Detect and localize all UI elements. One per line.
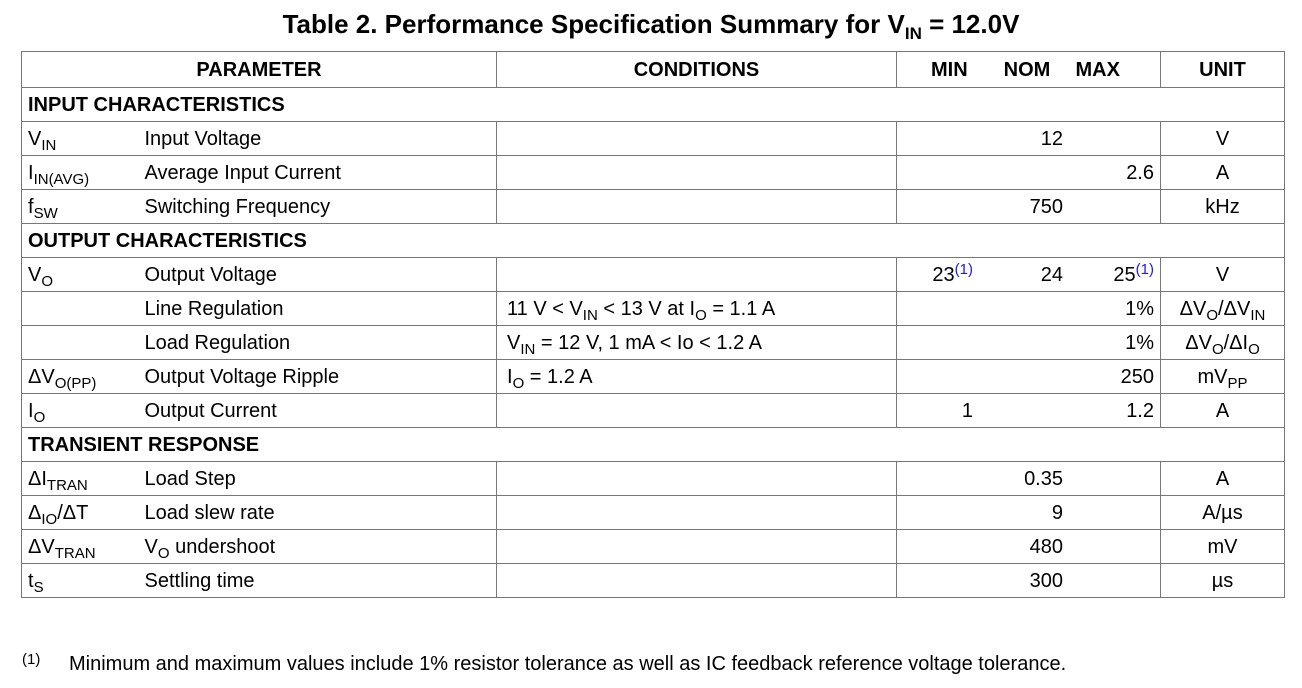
unit-cell: $\Delta V_O/\Delta I_O$ bbox=[1161, 326, 1285, 360]
unit-cell: A bbox=[1161, 156, 1285, 190]
symbol-cell: $f_{SW}$ bbox=[22, 190, 145, 224]
table-row bbox=[22, 360, 1285, 394]
symbol-cell: $\Delta V_{TRAN}$ bbox=[22, 530, 145, 564]
max-cell: 1% bbox=[1072, 326, 1161, 360]
footnote-text: Minimum and maximum values include 1% resistor tolerance as well as IC feedback reference voltage tolerance. bbox=[69, 653, 1067, 675]
max-cell: 25$^{(1)}$ bbox=[1072, 258, 1161, 292]
conditions-cell bbox=[497, 564, 897, 598]
table-row bbox=[22, 394, 1285, 428]
min-nom-cell bbox=[897, 156, 1072, 190]
min-nom-cell bbox=[897, 292, 1072, 326]
section-transient: TRANSIENT RESPONSE bbox=[22, 428, 1285, 462]
header-max: MAX bbox=[1072, 52, 1161, 88]
max-cell bbox=[1072, 122, 1161, 156]
table-row bbox=[22, 564, 1285, 598]
symbol-cell: $\Delta I_{TRAN}$ bbox=[22, 462, 145, 496]
table-row bbox=[22, 292, 1285, 326]
description-cell: Output Voltage Ripple bbox=[145, 360, 497, 394]
max-cell: 1% bbox=[1072, 292, 1161, 326]
unit-cell: mV bbox=[1161, 530, 1285, 564]
description-cell: Average Input Current bbox=[145, 156, 497, 190]
unit-cell: kHz bbox=[1161, 190, 1285, 224]
footnote-mark: (1) bbox=[22, 651, 41, 668]
conditions-cell: $I_O = 1.2$ A bbox=[497, 360, 897, 394]
table-title: Table 2. Performance Specification Summary for $V_{IN} = 12.0V$ bbox=[282, 9, 1020, 43]
header-conditions: CONDITIONS bbox=[497, 52, 897, 88]
section-row bbox=[22, 224, 1285, 258]
unit-cell: µs bbox=[1161, 564, 1285, 598]
unit-cell: $\Delta V_O/\Delta V_{IN}$ bbox=[1161, 292, 1285, 326]
header-parameter: PARAMETER bbox=[22, 52, 497, 88]
description-cell: Load Regulation bbox=[145, 326, 497, 360]
conditions-cell bbox=[497, 462, 897, 496]
max-cell bbox=[1072, 190, 1161, 224]
description-cell: Load Step bbox=[145, 462, 497, 496]
unit-cell: A bbox=[1161, 394, 1285, 428]
max-cell bbox=[1072, 462, 1161, 496]
table-row bbox=[22, 326, 1285, 360]
symbol-cell bbox=[22, 292, 145, 326]
description-cell: $V_O$ undershoot bbox=[145, 530, 497, 564]
description-cell: Load slew rate bbox=[145, 496, 497, 530]
conditions-cell: 11 $V < V_{IN} < 13$ V at $I_O = 1.1$ A bbox=[497, 292, 897, 326]
min-nom-cell: 12 bbox=[897, 122, 1072, 156]
description-cell: Output Voltage bbox=[145, 258, 497, 292]
unit-cell: A bbox=[1161, 462, 1285, 496]
conditions-cell bbox=[497, 122, 897, 156]
max-cell: 250 bbox=[1072, 360, 1161, 394]
unit-cell: V bbox=[1161, 258, 1285, 292]
unit-cell: $mV_{PP}$ bbox=[1161, 360, 1285, 394]
conditions-cell: $V_{IN} = 12$ V, 1 mA < Io < 1.2 A bbox=[497, 326, 897, 360]
section-output: OUTPUT CHARACTERISTICS bbox=[22, 224, 1285, 258]
section-row bbox=[22, 428, 1285, 462]
min-nom-cell: 9 bbox=[897, 496, 1072, 530]
symbol-cell bbox=[22, 326, 145, 360]
symbol-cell: $t_S$ bbox=[22, 564, 145, 598]
min-nom-cell: 0.35 bbox=[897, 462, 1072, 496]
table-row bbox=[22, 190, 1285, 224]
conditions-cell bbox=[497, 394, 897, 428]
conditions-cell bbox=[497, 190, 897, 224]
min-nom-cell: 1 bbox=[897, 394, 1072, 428]
table-row bbox=[22, 462, 1285, 496]
header-row bbox=[22, 52, 1285, 88]
description-cell: Switching Frequency bbox=[145, 190, 497, 224]
max-cell: 2.6 bbox=[1072, 156, 1161, 190]
footnote-ref: (1) bbox=[1135, 260, 1154, 278]
conditions-cell bbox=[497, 156, 897, 190]
symbol-cell: $V_O$ bbox=[22, 258, 145, 292]
header-min: MIN bbox=[931, 58, 968, 81]
spec-table bbox=[21, 51, 1285, 598]
symbol-cell: $V_{IN}$ bbox=[22, 122, 145, 156]
unit-cell: A/µs bbox=[1161, 496, 1285, 530]
section-row bbox=[22, 88, 1285, 122]
symbol-cell: $\Delta_{IO}/\Delta T$ bbox=[22, 496, 145, 530]
header-min-nom bbox=[897, 52, 1072, 88]
conditions-cell bbox=[497, 530, 897, 564]
header-unit: UNIT bbox=[1161, 52, 1285, 88]
description-cell: Line Regulation bbox=[145, 292, 497, 326]
description-cell: Input Voltage bbox=[145, 122, 497, 156]
description-cell: Settling time bbox=[145, 564, 497, 598]
section-input: INPUT CHARACTERISTICS bbox=[22, 88, 1285, 122]
min-nom-cell: 480 bbox=[897, 530, 1072, 564]
symbol-cell: $I_O$ bbox=[22, 394, 145, 428]
max-cell: 1.2 bbox=[1072, 394, 1161, 428]
conditions-cell bbox=[497, 496, 897, 530]
min-nom-cell: 300 bbox=[897, 564, 1072, 598]
min-nom-cell: 23$^{(1)}$ 24 bbox=[897, 258, 1072, 292]
min-nom-cell bbox=[897, 326, 1072, 360]
max-cell bbox=[1072, 564, 1161, 598]
min-nom-cell: 750 bbox=[897, 190, 1072, 224]
symbol-cell: $I_{IN(AVG)}$ bbox=[22, 156, 145, 190]
max-cell bbox=[1072, 530, 1161, 564]
table-row bbox=[22, 496, 1285, 530]
unit-cell: V bbox=[1161, 122, 1285, 156]
conditions-cell bbox=[497, 258, 897, 292]
min-nom-cell bbox=[897, 360, 1072, 394]
header-nom: NOM bbox=[1003, 58, 1051, 81]
symbol-cell: $\Delta V_{O(PP)}$ bbox=[22, 360, 145, 394]
description-cell: Output Current bbox=[145, 394, 497, 428]
table-row bbox=[22, 258, 1285, 292]
table-row bbox=[22, 122, 1285, 156]
table-row bbox=[22, 156, 1285, 190]
footnote-ref: (1) bbox=[954, 260, 973, 278]
table-row bbox=[22, 530, 1285, 564]
max-cell bbox=[1072, 496, 1161, 530]
